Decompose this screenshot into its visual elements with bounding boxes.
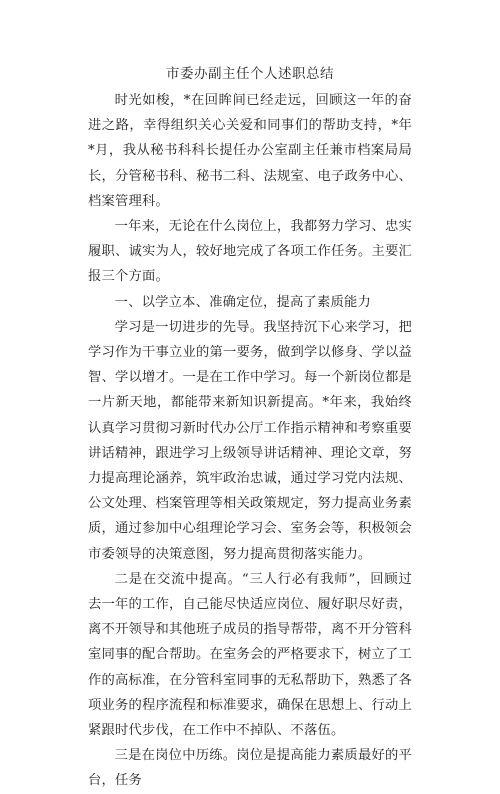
page-title: 市委办副主任个人述职总结	[166, 66, 334, 82]
paragraph-learning: 学习是一切进步的先导。我坚持沉下心来学习，把学习作为干事立业的第一要务，做到学以修身、学以益智、学以增才。一是在工作中学习。每一个新岗位都是一片新天地，都能带来新知识新提高。*年来，我始终认真学习贯彻习新时代办公厅工作指示精神和考察重要讲话精神，跟进学习上级领导讲话精神、理论文章，努力提高理论涵养，筑牢政治忠诚，通过学习党内法规、公文处理、档案管理等相关政策规定，努力提高业务素质，通过参加中心组理论学习会、室务会等，积极领会市委领导的决策意图，努力提高贯彻落实能力。	[88, 319, 412, 562]
document-body	[88, 88, 412, 794]
paragraph-intro: 时光如梭，*在回眸间已经走远，回顾这一年的奋进之路，幸得组织关心关爱和同事们的帮助支持，*年*月，我从秘书科科长提任办公室副主任兼市档案局局长，分管秘书科、秘书二科、法规室、电子政务中心、档案管理科。	[88, 93, 412, 209]
section-heading-1: 一、以学立本、准确定位，提高了素质能力	[114, 294, 372, 310]
paragraph-exchange: 二是在交流中提高。“三人行必有我师”，回顾过去一年的工作，自己能尽快适应岗位、履好职尽好责，离不开领导和其他班子成员的指导帮带，离不开分管科室同事的配合帮助。在室务会的严格要求下，树立了工作的高标准，在分管科室同事的无私帮助下，熟悉了各项业务的程序流程和标准要求，确保在思想上、行动上紧跟时代步伐，在工作中不掉队、不落伍。	[88, 571, 412, 739]
paragraph-practice: 三是在岗位中历练。岗位是提高能力素质最好的平台，任务	[88, 748, 412, 789]
paragraph-summary: 一年来，无论在什么岗位上，我都努力学习、忠实履职、诚实为人，较好地完成了各项工作任务。主要汇报三个方面。	[88, 219, 412, 285]
